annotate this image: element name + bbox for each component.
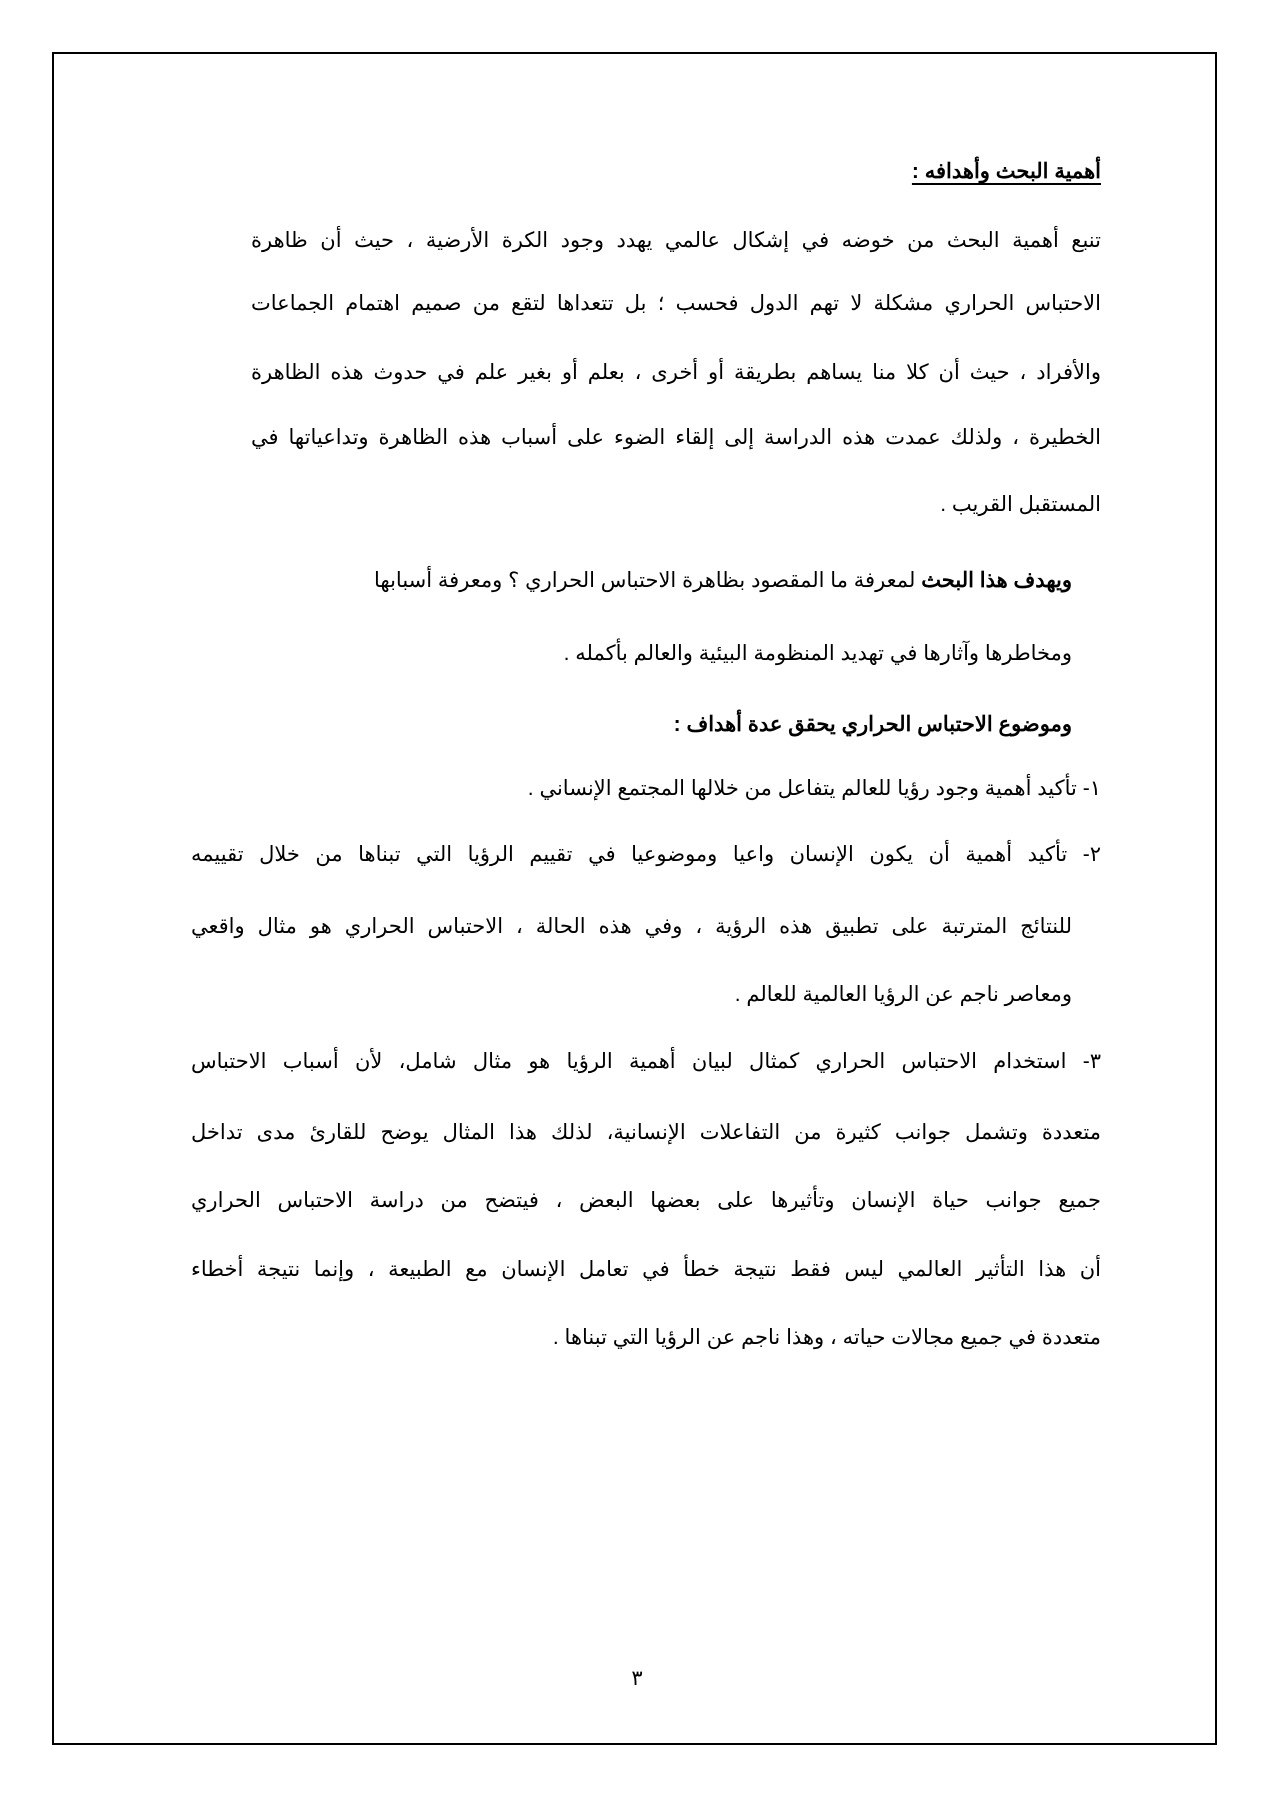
goals-heading: وموضوع الاحتباس الحراري يحقق عدة أهداف : xyxy=(673,713,1072,736)
aim-lead: ويهدف هذا البحث xyxy=(921,569,1072,592)
aim-text: لمعرفة ما المقصود بظاهرة الاحتباس الحراري ؟ ومعرفة أسبابها xyxy=(374,569,922,592)
goal-item-3-line: متعددة وتشمل جوانب كثيرة من التفاعلات الإنسانية، لذلك هذا المثال يوضح للقارئ مدى تداخل xyxy=(191,1121,1101,1144)
section-heading: أهمية البحث وأهدافه : xyxy=(911,160,1101,183)
paragraph-line: تنبع أهمية البحث من خوضه في إشكال عالمي يهدد وجود الكرة الأرضية ، حيث أن ظاهرة xyxy=(251,229,1101,252)
goal-item-3-line: أن هذا التأثير العالمي ليس فقط نتيجة خطأ في تعامل الإنسان مع الطبيعة ، وإنما نتيجة أخطاء xyxy=(191,1258,1101,1281)
goal-item-2-line: ومعاصر ناجم عن الرؤيا العالمية للعالم . xyxy=(734,983,1072,1006)
paragraph-line: الخطيرة ، ولذلك عمدت هذه الدراسة إلى إلقاء الضوء على أسباب هذه الظاهرة وتداعياتها في xyxy=(251,426,1101,449)
paragraph-line: ومخاطرها وآثارها في تهديد المنظومة البيئية والعالم بأكمله . xyxy=(563,642,1072,665)
goal-item-3-line: متعددة في جميع مجالات حياته ، وهذا ناجم عن الرؤيا التي تبناها . xyxy=(552,1326,1101,1349)
goal-item-2-line: ٢- تأكيد أهمية أن يكون الإنسان واعيا وموضوعيا في تقييم الرؤيا التي تبناها من خلال تقييمه xyxy=(191,843,1101,866)
paragraph-line: الاحتباس الحراري مشكلة لا تهم الدول فحسب ؛ بل تتعداها لتقع من صميم اهتمام الجماعات xyxy=(251,292,1101,315)
paragraph-line xyxy=(272,566,1072,596)
paragraph-line: المستقبل القريب . xyxy=(940,493,1101,516)
goal-item-1: ١- تأكيد أهمية وجود رؤيا للعالم يتفاعل من خلالها المجتمع الإنساني . xyxy=(527,777,1101,800)
goal-item-3-line: ٣- استخدام الاحتباس الحراري كمثال لبيان أهمية الرؤيا هو مثال شامل، لأن أسباب الاحتباس xyxy=(191,1050,1101,1073)
goal-item-3-line: جميع جوانب حياة الإنسان وتأثيرها على بعضها البعض ، فيتضح من دراسة الاحتباس الحراري xyxy=(191,1189,1101,1212)
goal-item-2-line: للنتائج المترتبة على تطبيق هذه الرؤية ، وفي هذه الحالة ، الاحتباس الحراري هو مثال واقعي xyxy=(191,915,1072,938)
page-number: ٣ xyxy=(631,1667,643,1690)
paragraph-line: والأفراد ، حيث أن كلا منا يساهم بطريقة أو أخرى ، بعلم أو بغير علم في حدوث هذه الظاهرة xyxy=(251,361,1101,384)
